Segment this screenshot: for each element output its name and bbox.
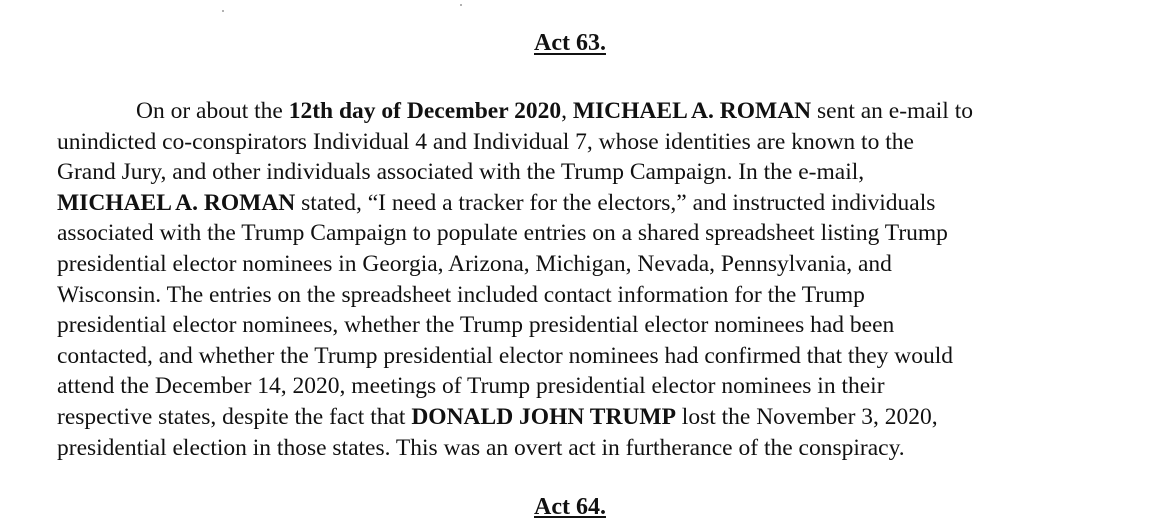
- paragraph-line: respective states, despite the fact that DONALD JOHN TRUMP lost the November 3, 2020,: [57, 403, 938, 430]
- paragraph-line: presidential elector nominees in Georgia, Arizona, Michigan, Nevada, Pennsylvania, and: [57, 250, 892, 277]
- paragraph-line: Wisconsin. The entries on the spreadsheet included contact information for the Trump: [57, 281, 865, 308]
- paragraph-line: associated with the Trump Campaign to populate entries on a shared spreadsheet listing Trump: [57, 220, 948, 247]
- paragraph-line: unindicted co-conspirators Individual 4 and Individual 7, whose identities are known to the: [57, 128, 914, 155]
- next-act-heading: Act 64.: [534, 494, 606, 520]
- date-bold: 12th day of December 2020: [288, 98, 562, 124]
- paragraph-line: presidential election in those states. This was an overt act in furtherance of the conspiracy.: [57, 434, 905, 461]
- act-paragraph: [57, 96, 1107, 463]
- paragraph-line: On or about the 12th day of December 2020, MICHAEL A. ROMAN sent an e-mail to: [136, 98, 973, 124]
- paragraph-line: Grand Jury, and other individuals associated with the Trump Campaign. In the e-mail,: [57, 159, 865, 186]
- scan-speck: [222, 10, 224, 12]
- paragraph-line: attend the December 14, 2020, meetings of Trump presidential elector nominees in their: [57, 373, 885, 400]
- act-heading: Act 63.: [534, 30, 606, 56]
- name-bold: MICHAEL A. ROMAN: [572, 98, 812, 124]
- name-bold: MICHAEL A. ROMAN: [57, 189, 296, 216]
- scan-speck: [460, 4, 462, 6]
- name-bold: DONALD JOHN TRUMP: [411, 403, 676, 430]
- paragraph-line: MICHAEL A. ROMAN stated, “I need a tracker for the electors,” and instructed individuals: [57, 189, 936, 216]
- paragraph-line: presidential elector nominees, whether the Trump presidential elector nominees had been: [57, 312, 895, 339]
- paragraph-line: contacted, and whether the Trump presidential elector nominees had confirmed that they would: [57, 342, 954, 369]
